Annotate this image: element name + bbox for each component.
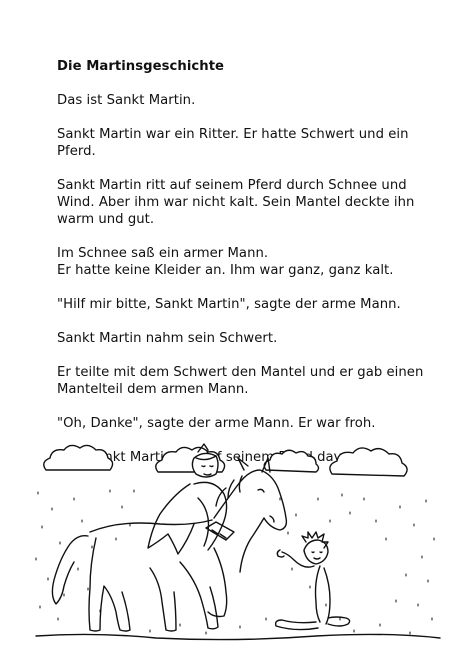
cloud-left-icon [44, 445, 113, 470]
paragraph-line: "Hilf mir bitte, Sankt Martin", sagte der arme Mann. [57, 297, 401, 312]
story-title: Die Martinsgeschichte [57, 59, 225, 74]
beggar-icon [276, 532, 350, 630]
paragraph-line: Im Schnee saß ein armer Mann. [57, 246, 269, 261]
ground-line [36, 634, 440, 639]
story-text [57, 58, 427, 483]
paragraph [57, 126, 427, 160]
paragraph-line: warm und gut. [57, 212, 155, 227]
cloud-far-right-icon [264, 450, 318, 472]
paragraph-line: Wind. Aber ihm war nicht kalt. Sein Mantel deckte ihn [57, 195, 415, 210]
paragraph-line: "Oh, Danke", sagte der arme Mann. Er war froh. [57, 416, 376, 431]
paragraph-line: Sankt Martin nahm sein Schwert. [57, 331, 278, 346]
paragraph [57, 330, 427, 347]
snowflakes [36, 490, 434, 634]
paragraph-line: Pferd. [57, 144, 96, 159]
paragraph-line: Mantelteil dem armen Mann. [57, 382, 249, 397]
paragraph-line: Das ist Sankt Martin. [57, 93, 196, 108]
horse-icon [52, 458, 286, 631]
paragraph-line: Er teilte mit dem Schwert den Mantel und er gab einen [57, 365, 424, 380]
paragraph [57, 296, 427, 313]
cloud-right-icon [330, 448, 407, 476]
paragraph [57, 92, 427, 109]
paragraph-line: Er hatte keine Kleider an. Ihm war ganz, ganz kalt. [57, 263, 394, 278]
paragraph [57, 245, 427, 279]
paragraph [57, 364, 427, 398]
paragraph [57, 177, 427, 228]
paragraph-line: Sankt Martin ritt auf seinem Pferd durch Schnee und [57, 178, 407, 193]
paragraph-line: Sankt Martin war ein Ritter. Er hatte Schwert und ein [57, 127, 409, 142]
sankt-martin-horse-beggar-drawing [30, 428, 444, 650]
paragraph-line: Martin seinem [129, 450, 275, 465]
